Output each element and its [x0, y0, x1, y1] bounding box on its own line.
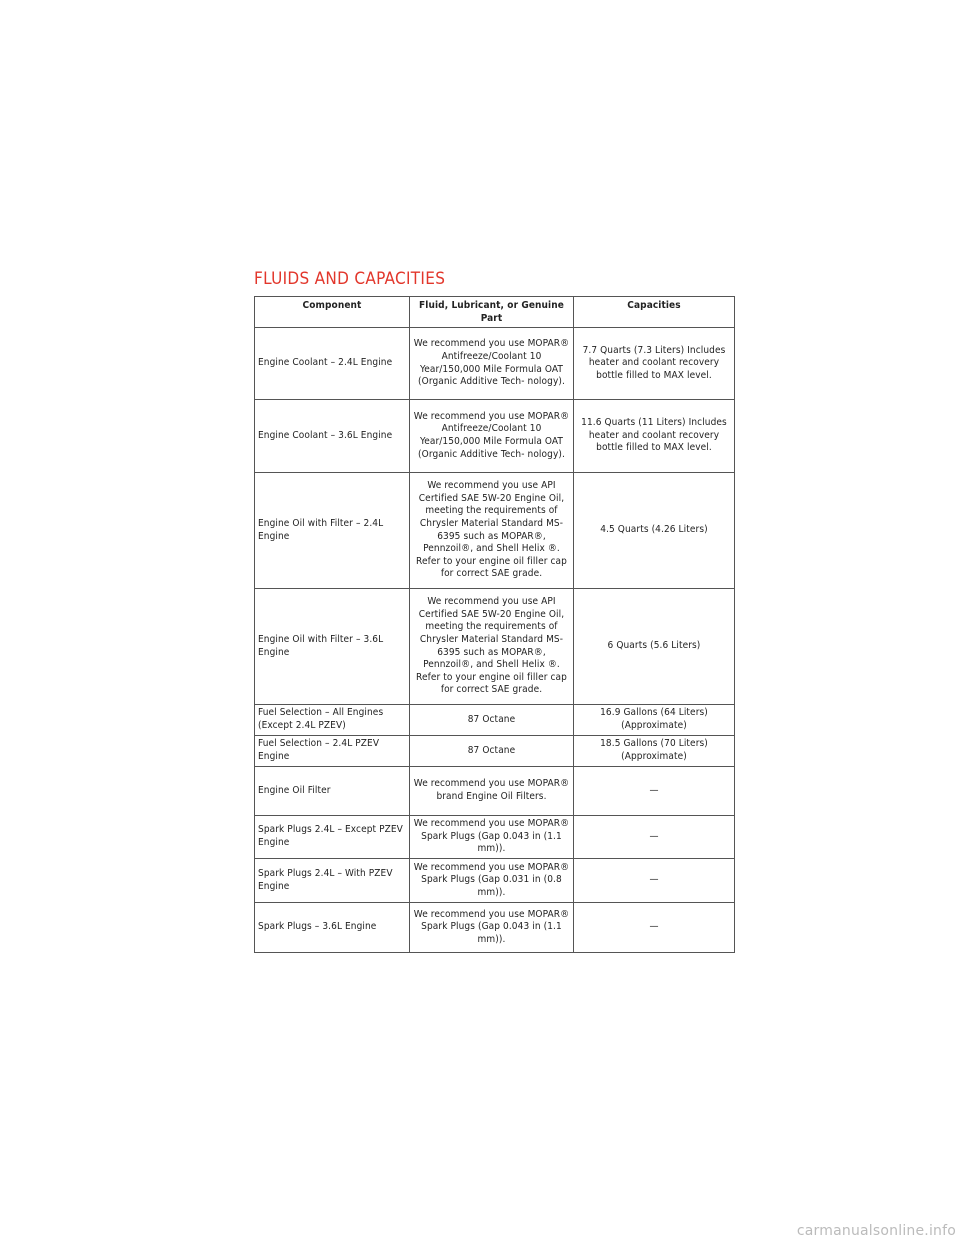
cell-fluid: We recommend you use MOPAR® Spark Plugs (Gap 0.043 in (1.1 mm)).	[410, 816, 574, 859]
cell-component: Engine Coolant – 3.6L Engine	[255, 400, 410, 473]
table-row	[255, 767, 735, 816]
cell-fluid: We recommend you use MOPAR® Antifreeze/Coolant 10 Year/150,000 Mile Formula OAT (Organic Additive Tech- nology).	[410, 400, 574, 473]
cell-capacity: 11.6 Quarts (11 Liters) Includes heater and coolant recovery bottle filled to MAX level.	[574, 400, 735, 473]
header-capacities: Capacities	[574, 297, 735, 328]
cell-component: Fuel Selection – All Engines (Except 2.4L PZEV)	[255, 705, 410, 736]
cell-capacity: —	[574, 859, 735, 903]
table-row	[255, 705, 735, 736]
cell-component: Fuel Selection – 2.4L PZEV Engine	[255, 736, 410, 767]
cell-fluid: We recommend you use MOPAR® Spark Plugs (Gap 0.043 in (1.1 mm)).	[410, 903, 574, 953]
cell-capacity: 7.7 Quarts (7.3 Liters) Includes heater and coolant recovery bottle filled to MAX level.	[574, 328, 735, 400]
cell-capacity: —	[574, 903, 735, 953]
cell-fluid: We recommend you use API Certified SAE 5W-20 Engine Oil, meeting the requirements of Chrysler Material Standard MS- 6395 such as MOPAR®, Pennzoil®, and Shell Helix ®. Refer to your engine oil filler cap for correct SAE grade.	[410, 589, 574, 705]
fluids-capacities-table	[254, 296, 735, 953]
watermark: carmanualsonline.info	[796, 1223, 956, 1239]
table-row	[255, 328, 735, 400]
cell-fluid: We recommend you use API Certified SAE 5W-20 Engine Oil, meeting the requirements of Chrysler Material Standard MS- 6395 such as MOPAR®, Pennzoil®, and Shell Helix ®. Refer to your engine oil filler cap for correct SAE grade.	[410, 473, 574, 589]
cell-fluid: 87 Octane	[410, 736, 574, 767]
cell-capacity: 16.9 Gallons (64 Liters) (Approximate)	[574, 705, 735, 736]
cell-fluid: 87 Octane	[410, 705, 574, 736]
table-row	[255, 589, 735, 705]
header-fluid: Fluid, Lubricant, or Genuine Part	[410, 297, 574, 328]
header-component: Component	[255, 297, 410, 328]
cell-fluid: We recommend you use MOPAR® Spark Plugs (Gap 0.031 in (0.8 mm)).	[410, 859, 574, 903]
cell-capacity: —	[574, 767, 735, 816]
cell-capacity: —	[574, 816, 735, 859]
table-row	[255, 816, 735, 859]
cell-component: Spark Plugs – 3.6L Engine	[255, 903, 410, 953]
cell-component: Spark Plugs 2.4L – With PZEV Engine	[255, 859, 410, 903]
cell-component: Engine Oil with Filter – 2.4L Engine	[255, 473, 410, 589]
cell-fluid: We recommend you use MOPAR® brand Engine Oil Filters.	[410, 767, 574, 816]
table-row	[255, 400, 735, 473]
table-row	[255, 736, 735, 767]
cell-capacity: 18.5 Gallons (70 Liters) (Approximate)	[574, 736, 735, 767]
cell-component: Engine Coolant – 2.4L Engine	[255, 328, 410, 400]
cell-capacity: 4.5 Quarts (4.26 Liters)	[574, 473, 735, 589]
table-header-row	[255, 297, 735, 328]
cell-fluid: We recommend you use MOPAR® Antifreeze/Coolant 10 Year/150,000 Mile Formula OAT (Organic Additive Tech- nology).	[410, 328, 574, 400]
cell-component: Engine Oil Filter	[255, 767, 410, 816]
table-row	[255, 859, 735, 903]
page-title: FLUIDS AND CAPACITIES	[254, 269, 446, 289]
table-row	[255, 903, 735, 953]
cell-component: Engine Oil with Filter – 3.6L Engine	[255, 589, 410, 705]
cell-component: Spark Plugs 2.4L – Except PZEV Engine	[255, 816, 410, 859]
table-row	[255, 473, 735, 589]
cell-capacity: 6 Quarts (5.6 Liters)	[574, 589, 735, 705]
